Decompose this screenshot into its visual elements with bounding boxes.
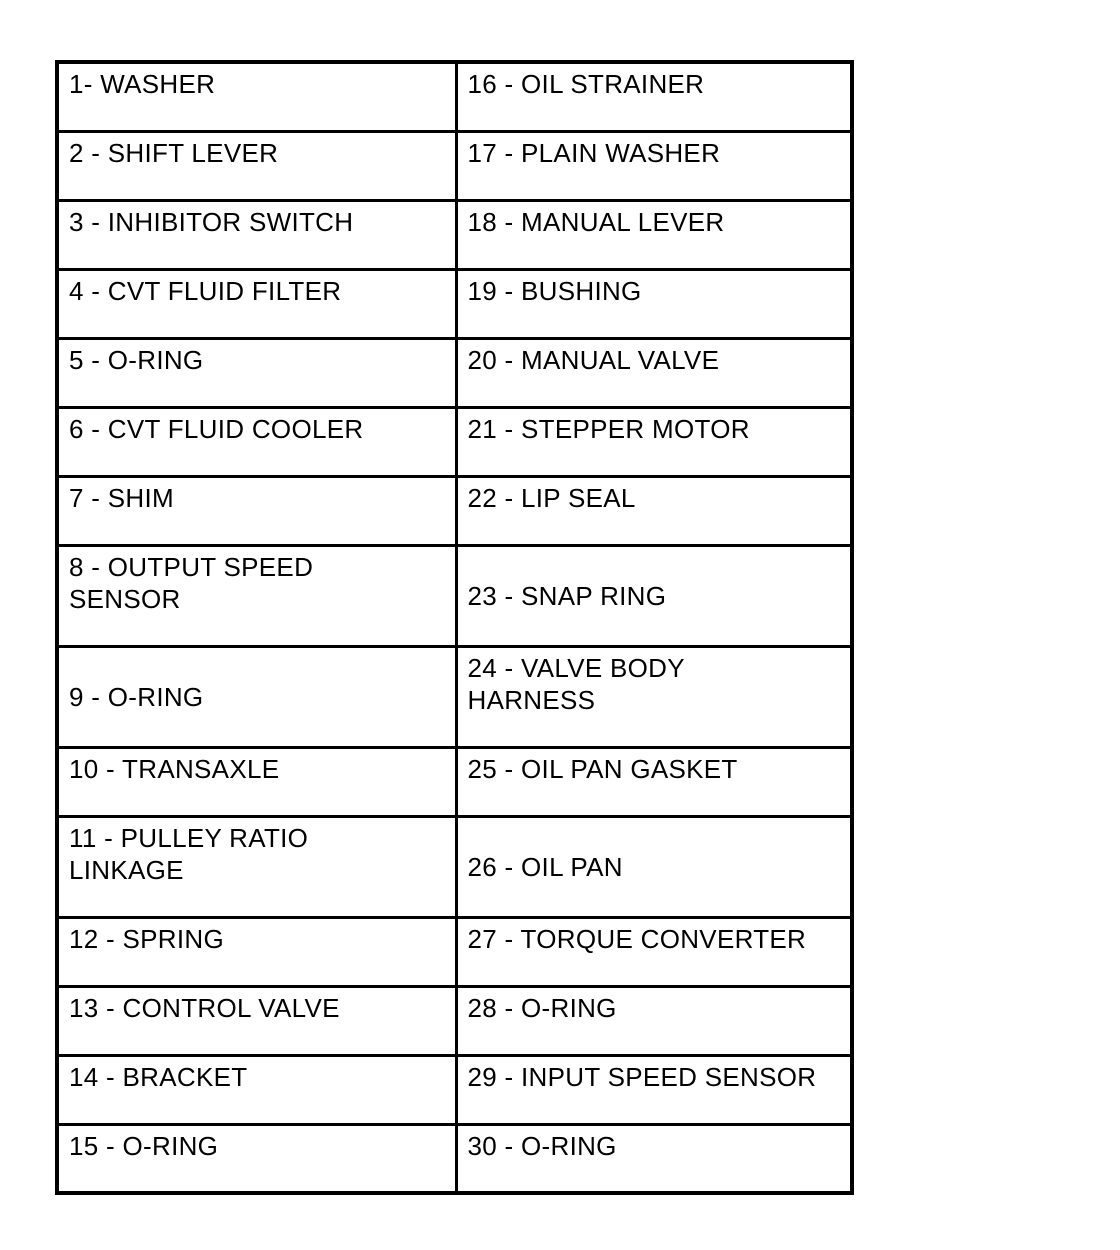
table-row bbox=[57, 269, 852, 338]
part-cell-left bbox=[57, 816, 456, 917]
part-cell-right bbox=[456, 747, 852, 816]
part-cell-right bbox=[456, 646, 852, 747]
table-row bbox=[57, 62, 852, 131]
table-row bbox=[57, 646, 852, 747]
part-cell-right bbox=[456, 407, 852, 476]
table-row bbox=[57, 545, 852, 646]
part-label: 30 - O-RING bbox=[467, 1130, 617, 1161]
table-row bbox=[57, 816, 852, 917]
part-cell-right bbox=[456, 131, 852, 200]
part-label: 25 - OIL PAN GASKET bbox=[467, 753, 738, 784]
table-row bbox=[57, 476, 852, 545]
table-row bbox=[57, 200, 852, 269]
part-cell-left bbox=[57, 62, 456, 131]
part-label: 14 - BRACKET bbox=[69, 1061, 248, 1092]
part-cell-right bbox=[456, 269, 852, 338]
table-row bbox=[57, 1124, 852, 1193]
part-cell-left bbox=[57, 646, 456, 747]
part-label: 15 - O-RING bbox=[69, 1130, 219, 1161]
part-label: 12 - SPRING bbox=[69, 923, 225, 954]
part-label: 27 - TORQUE CONVERTER bbox=[467, 923, 807, 954]
part-cell-left bbox=[57, 747, 456, 816]
part-label: 26 - OIL PAN bbox=[467, 851, 623, 882]
table-row bbox=[57, 986, 852, 1055]
part-label: 20 - MANUAL VALVE bbox=[467, 344, 720, 375]
part-label: 13 - CONTROL VALVE bbox=[69, 992, 340, 1023]
part-cell-left bbox=[57, 476, 456, 545]
part-label: 21 - STEPPER MOTOR bbox=[467, 413, 750, 444]
part-label: 7 - SHIM bbox=[69, 482, 174, 513]
part-cell-right bbox=[456, 62, 852, 131]
table-row bbox=[57, 131, 852, 200]
part-cell-right bbox=[456, 1124, 852, 1193]
part-label: 28 - O-RING bbox=[467, 992, 617, 1023]
part-cell-right bbox=[456, 816, 852, 917]
part-cell-left bbox=[57, 131, 456, 200]
part-cell-left bbox=[57, 545, 456, 646]
part-label: 5 - O-RING bbox=[69, 344, 204, 375]
table-row bbox=[57, 1055, 852, 1124]
part-label: 8 - OUTPUT SPEED SENSOR bbox=[69, 551, 314, 614]
part-cell-left bbox=[57, 269, 456, 338]
part-cell-left bbox=[57, 1055, 456, 1124]
part-cell-right bbox=[456, 917, 852, 986]
part-label: 29 - INPUT SPEED SENSOR bbox=[467, 1061, 817, 1092]
part-cell-right bbox=[456, 338, 852, 407]
part-label: 11 - PULLEY RATIO LINKAGE bbox=[69, 822, 309, 885]
part-label: 24 - VALVE BODY HARNESS bbox=[467, 652, 685, 715]
part-label: 10 - TRANSAXLE bbox=[69, 753, 280, 784]
parts-legend-table bbox=[55, 60, 854, 1195]
part-cell-right bbox=[456, 545, 852, 646]
part-cell-left bbox=[57, 407, 456, 476]
part-cell-left bbox=[57, 338, 456, 407]
table-row bbox=[57, 917, 852, 986]
part-label: 18 - MANUAL LEVER bbox=[467, 206, 725, 237]
part-cell-left bbox=[57, 1124, 456, 1193]
part-cell-right bbox=[456, 200, 852, 269]
part-label: 23 - SNAP RING bbox=[467, 580, 667, 611]
part-cell-right bbox=[456, 1055, 852, 1124]
part-label: 4 - CVT FLUID FILTER bbox=[69, 275, 342, 306]
part-label: 22 - LIP SEAL bbox=[467, 482, 636, 513]
part-label: 2 - SHIFT LEVER bbox=[69, 137, 279, 168]
part-cell-left bbox=[57, 986, 456, 1055]
part-cell-right bbox=[456, 986, 852, 1055]
table-row bbox=[57, 407, 852, 476]
part-label: 19 - BUSHING bbox=[467, 275, 642, 306]
part-label: 3 - INHIBITOR SWITCH bbox=[69, 206, 354, 237]
part-label: 16 - OIL STRAINER bbox=[467, 69, 705, 99]
part-cell-left bbox=[57, 200, 456, 269]
part-cell-right bbox=[456, 476, 852, 545]
table-row bbox=[57, 747, 852, 816]
part-label: 6 - CVT FLUID COOLER bbox=[69, 413, 364, 444]
part-label: 9 - O-RING bbox=[69, 681, 204, 712]
table-row bbox=[57, 338, 852, 407]
part-label: 17 - PLAIN WASHER bbox=[467, 137, 721, 168]
part-label: 1- WASHER bbox=[69, 69, 216, 99]
part-cell-left bbox=[57, 917, 456, 986]
